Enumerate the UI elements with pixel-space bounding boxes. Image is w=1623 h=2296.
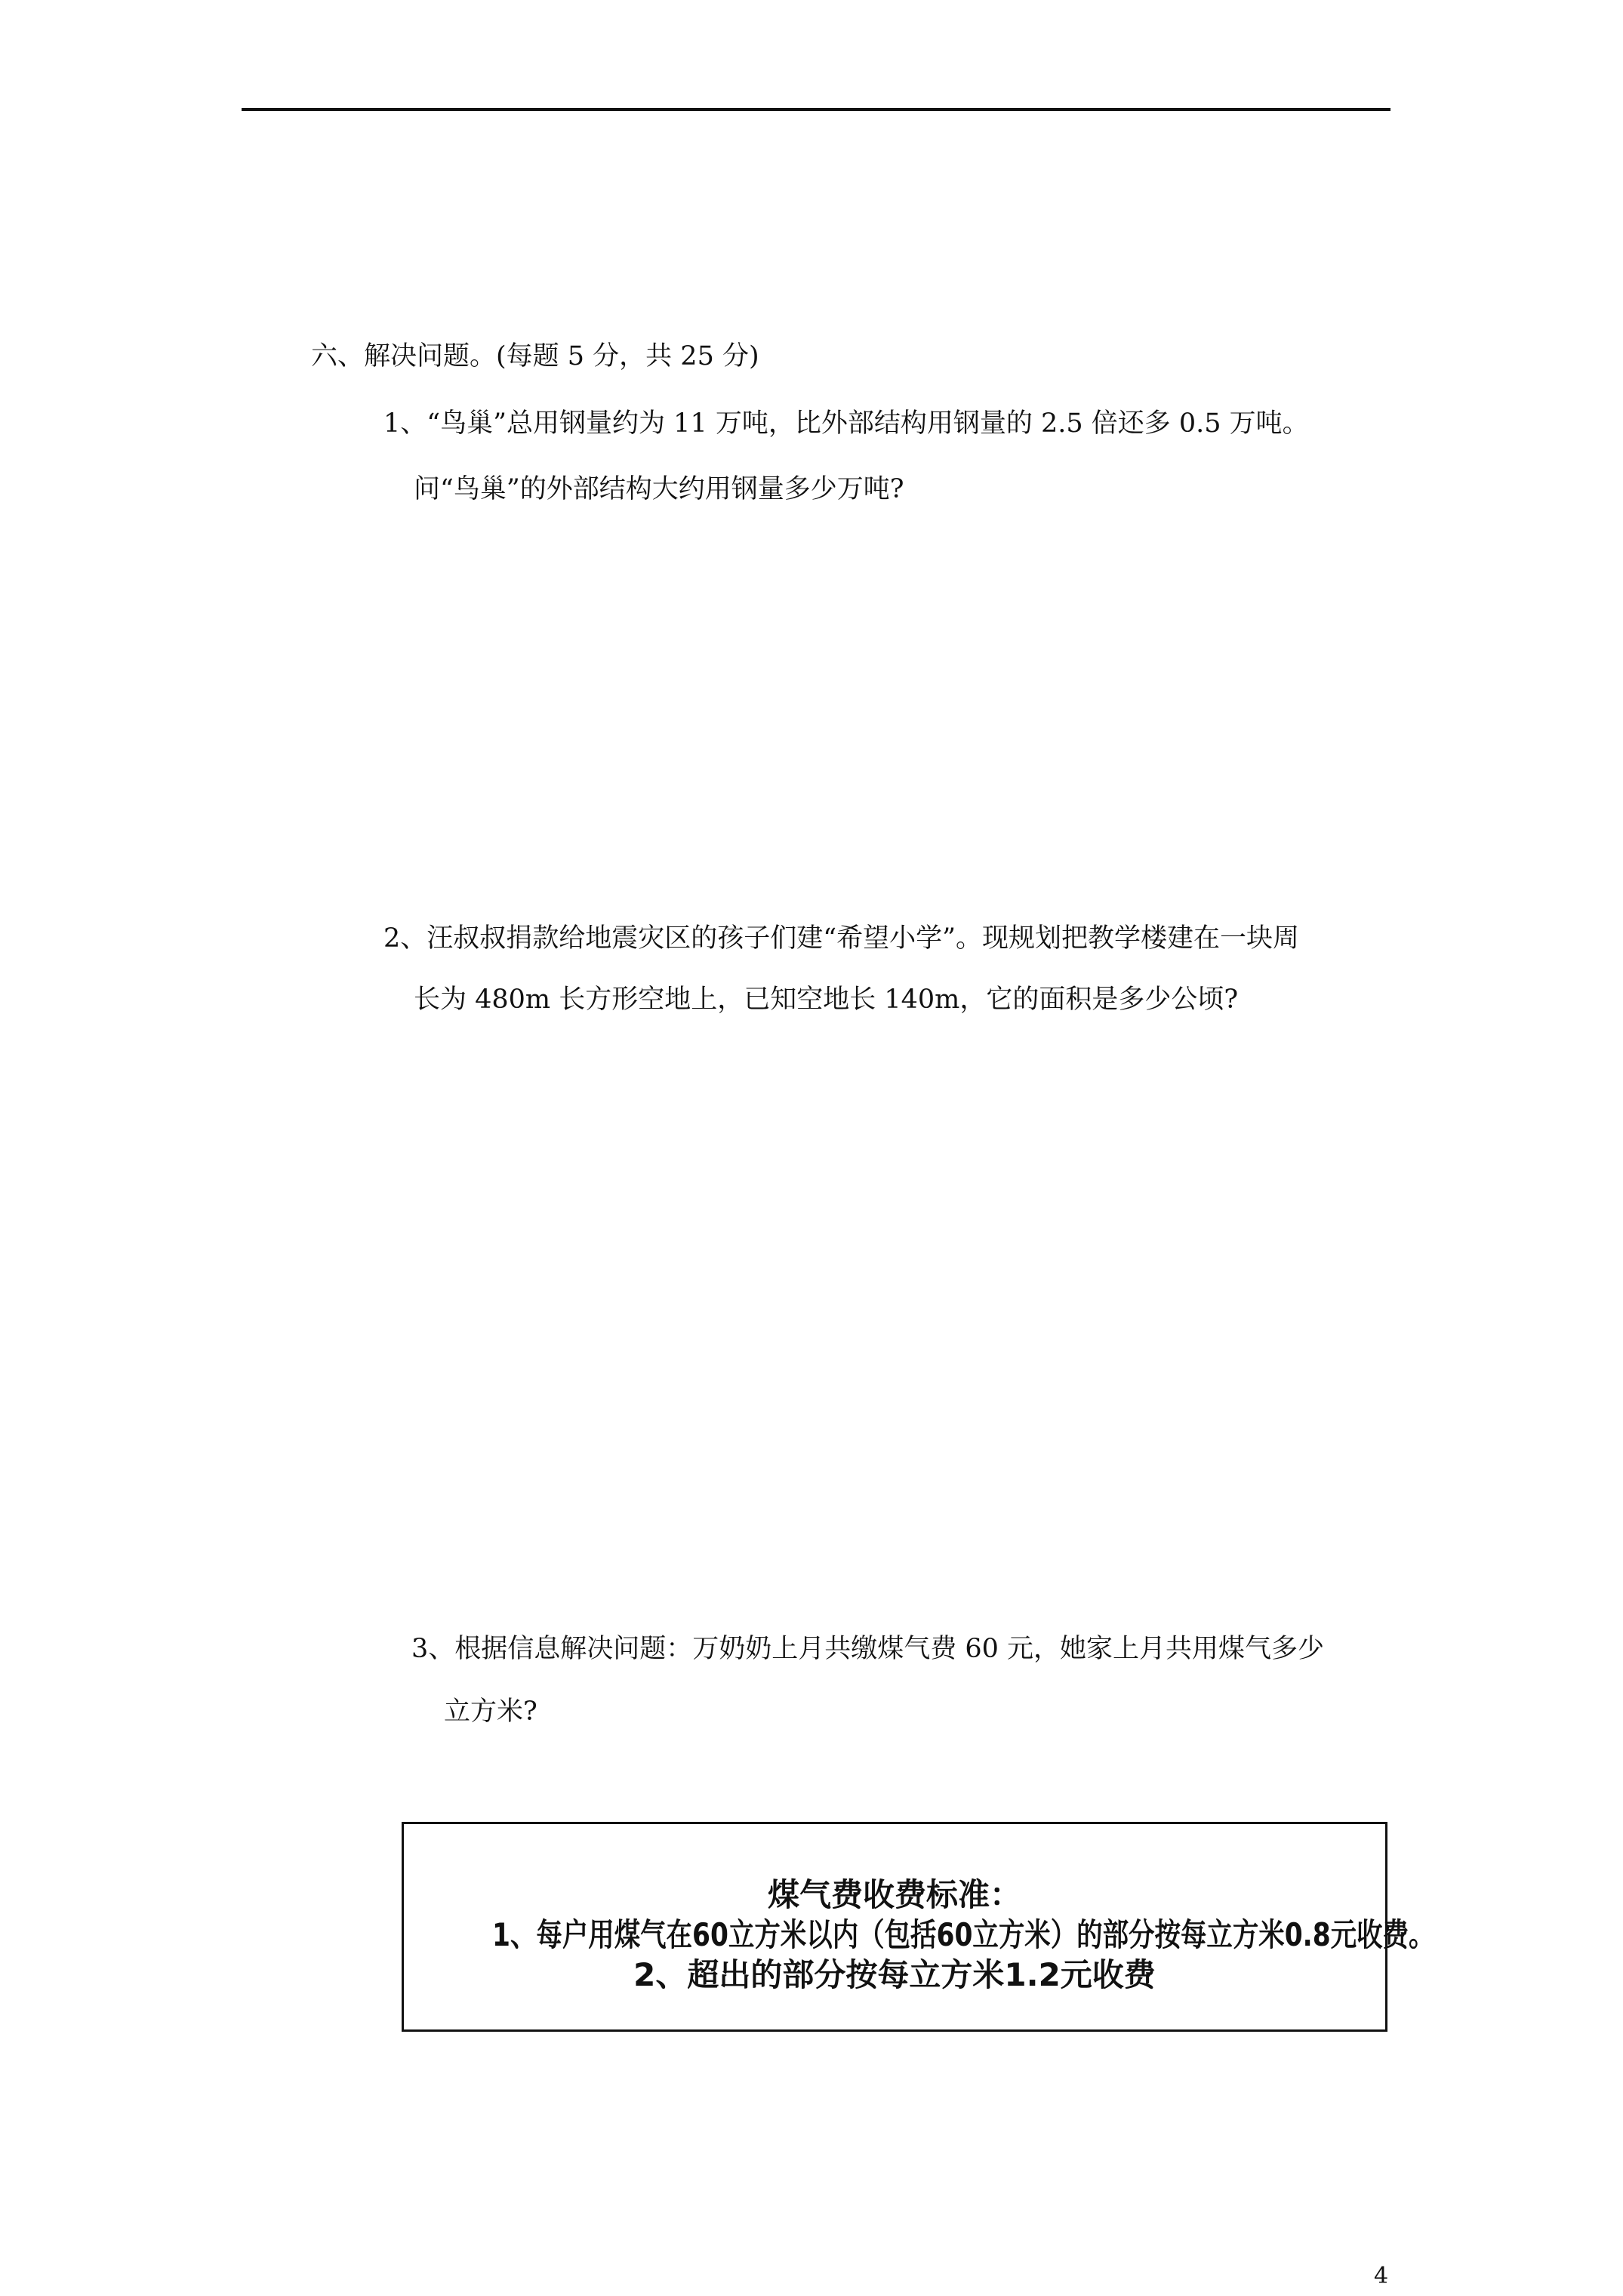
problem-2-line-1: 2、汪叔叔捐款给地震灾区的孩子们建“希望小学”。现规划把教学楼建在一块周 <box>383 923 1300 954</box>
problem-3-line-2: 立方米? <box>444 1697 537 1727</box>
problem-2-line-2: 长为 480m 长方形空地上，已知空地长 140m，它的面积是多少公顷? <box>414 985 1239 1015</box>
gas-fee-rule-2: 2、超出的部分按每立方米1.2元收费 <box>633 1956 1156 1993</box>
page-number: 4 <box>1374 2263 1389 2289</box>
problem-1-line-1: 1、“鸟巢”总用钢量约为 11 万吨，比外部结构用钢量的 2.5 倍还多 0.5 万吨。 <box>383 408 1309 439</box>
gas-fee-rule-1: 1、每户用煤气在60立方米以内（包括60立方米）的部分按每立方米0.8元收费。 <box>492 1916 1435 1953</box>
gas-fee-standard-title: 煤气费收费标准： <box>767 1876 1021 1913</box>
problem-3-line-1: 3、根据信息解决问题：万奶奶上月共缴煤气费 60 元，她家上月共用煤气多少 <box>411 1634 1325 1664</box>
section-heading: 六、解决问题。(每题 5 分，共 25 分) <box>311 341 759 371</box>
problem-1-line-2: 问“鸟巢”的外部结构大约用钢量多少万吨? <box>414 474 904 504</box>
gas-fee-standard-box <box>402 1822 1435 2032</box>
header-rule <box>242 108 1390 111</box>
